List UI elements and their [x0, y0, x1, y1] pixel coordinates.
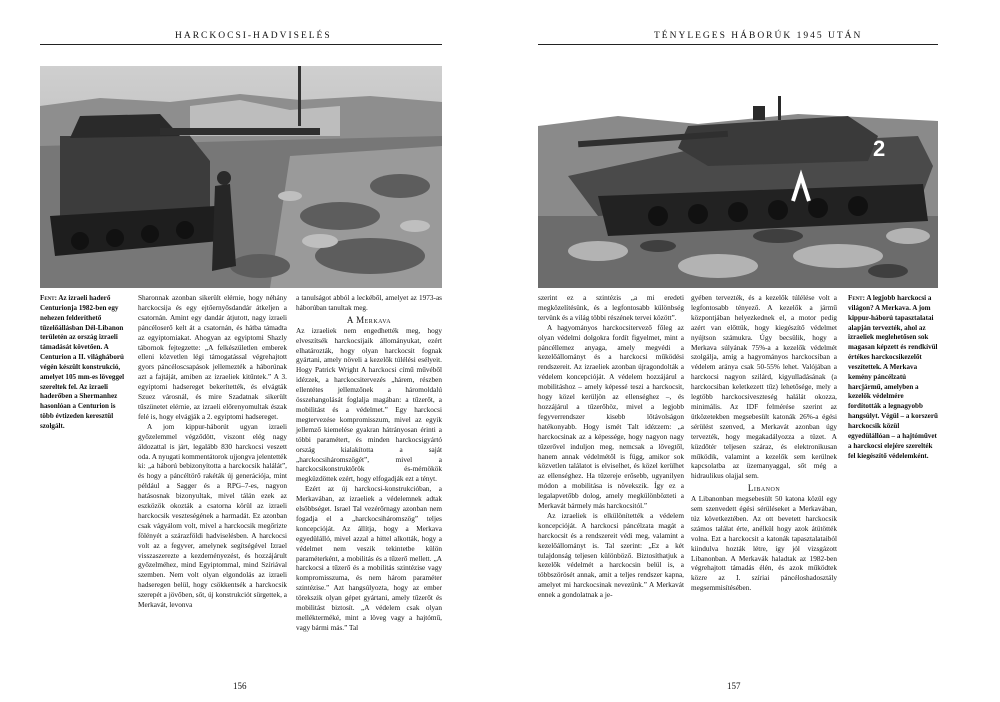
right-column-2 [691, 294, 837, 594]
caption-lead-left: Fent: [40, 294, 57, 302]
paragraph: gyében tervezték, és a kezelők túlélése volt a legfontosabb tényező. A kezelők a jármű központjában helyezkednek el, a motor pedig azért van előttük, hogy kiegészítő védelmet nyújtson számukra. Úgy becsülik, hogy a Merkava súlyának 75%-a a kezelők védelmét szolgálja, amíg a hagyományos harckocsiban a védelem aránya csak 50-55% lehet. Valójában a harckocsi nagyon szilárd, kigyulladásának (a harckocsiban keletkezett tűz) lehetősége, mely a legtöbb harckocsiveszteség halálát okozza, minimális. Az IDF felmérése szerint az ütközetekben megsebesült katonák 26%-a égési sérülést szenved, a Merkavát azonban úgy tervezték, hogy megakadályozza a tüzet. A küzdőtér teljesen száraz, és elektronikusan működik, valamint a kezelők sem kerülnek kapcsolatba az üzemanyaggal, sőt még a hidraulikus olajjal sem. [691, 294, 837, 481]
paragraph: a tanulságot abból a leckéből, amelyet az 1973-as háborúban tanultak meg. [296, 294, 442, 312]
centurion-tank-photo [40, 66, 442, 288]
section-heading-libanon: Libanon [747, 483, 781, 494]
caption-text-right: A legjobb harckocsi a világon? A Merkava. A jom kippur-háború tapasztalatai alapján tervezték, ahol az izraeliek meglehetősen sok magasan képzett és rendkívül értékes harckocsikezelőt veszítettek. A Merkava kemény páncélzatú harcjármű, amelyben a kezelők védelmére fordították a legnagyobb hangsúlyt. Végül – a korszerű harckocsik közül egyedülállóan – a hajtóművet a harckocsi elejére szerelték fel kiegészítő védelemként. [848, 294, 938, 460]
paragraph: Az izraeliek is elkülönítették a védelem koncepcióját. A harckocsi páncélzata magát a harckocsit és a rendszereit védi meg, valamint a kezelőállományt is. Tal szerint: „Ez a két tulajdonság teljesen különböző. Biztosíthatjuk a kezelők védelmét a harckocsin belül is, a többszörösét annak, amit a teljes rendszer kapna, amelyet mi harckocsinak nevezünk.” A Merkavát ennek a gondolatnak a je- [538, 511, 684, 600]
page-number-left: 156 [233, 681, 247, 691]
section-heading-merkava: A Merkava [346, 314, 392, 325]
merkava-tank-photo [538, 66, 938, 288]
left-column-1 [138, 294, 287, 611]
caption-text-left: Az izraeli haderő Centurionja 1982-ben egy nehezen felderíthető tűzelőállásban Dél-Libanon területén az ország izraeli támadását követően. A Centurion a II. világháború végén készült konstrukció, amelyet 105 mm-es löveggel szereltek fel. Az izraeli haderőben a Shermanhez hasonlóan a Centurion is több évtizeden keresztül szolgált. [40, 294, 125, 430]
right-page [500, 0, 1000, 702]
running-head-left: HARCKOCSI-HADVISELÉS [175, 31, 332, 41]
left-photo-caption [40, 294, 128, 432]
paragraph: A Libanonban megsebesült 50 katona közül egy sem szenvedett égési sérüléseket a Merkavában, túz következtében. Az ott bevetett harckocsik számos találat érte, anélkül hogy azok átütötték volna. Ezt a harckocsit a katonák tapasztalataiból kiindulva hozták létre, így jól vizsgázott Libanonban. A Merkavák haladtak az 1982-ben végrehajtott támadás élén, és azok működtek közre az I. szíriai páncéloshadosztály megsemmisítésében. [691, 495, 837, 593]
left-column-2 [296, 294, 442, 634]
running-head-right: TÉNYLEGES HÁBORÚK 1945 UTÁN [654, 31, 863, 41]
paragraph: szerint ez a szintézis „a mi eredeti megközelítésünk, és a legfontosabb különbség tervünk és a világ többi részének tervei között”. [538, 294, 684, 322]
right-photo-caption [848, 294, 938, 461]
paragraph: Sharonnak azonban sikerült elérnie, hogy néhány harckocsija és egy ejtőernyősdandár átkeljen a csatornán. Amint egy dandár átjutott, nagy izraeli páncéloserő kelt át a csatornán, és hátba támadta az egyiptomiakat. Ahogyan az egyiptomi Shazly tábornok fejtegzette: „A felkészületlen emberek elleni közvetlen légi támogatással végrehajtott gyors páncéloscsapások jellemezték a háborúnak azt a fajtáját, amiben az izraeliek kitűntek.” A 3. egyiptomi hadsereget bekerítették, és elvágták Szuez városnál, és mire Szadatnak sikerült tűszünetet elérnie, az izraeli előrenyomultak észak felé is, hogy elvágják a 2. egyiptomi hadsereget. [138, 294, 287, 421]
right-column-1 [538, 294, 684, 601]
header-rule-left [40, 44, 442, 45]
header-rule-right [538, 44, 938, 45]
svg-text:2: 2 [873, 136, 886, 161]
paragraph: Ezért az új harckocsi-konstrukcióban, a Merkavában, az izraeliek a védelemnek adtak elsőbbséget. Israel Tal vezérőrnagy azonban nem fogadja el a „harckocsiháromszög” teljes koncepcióját. Az állítja, hogy a Merkava egyedülálló, mivel azzal a hittel alkották, hogy a védelmet nem veszik tekintetbe külön paraméterként, a mobilitás és a tűzerő mellett. „A harckocsi a tűzerő és a mobilitás szintézise vagy kompromisszuma, és nem három paraméter szintézise.” Azt hangsúlyozta, hogy az ember törekszik olyan gépet gyártani, amely tűzerőt és mobilitást biztosít. „A védelem csak olyan mellékterméké, mint a löveg vagy a hajtómű, vagy bármi más.” Tal [296, 485, 442, 632]
page-number-right: 157 [727, 681, 741, 691]
paragraph: Az izraeliek nem engedhették meg, hogy elveszítsék harckocsijaik állományukat, ezért elhatározták, hogy olyan harckocsit fognak gyártani, amely növeli a kezelők túlélési esélyeit. Hogy Patrick Wright A harckocsi című művéből idézzek, a harckocsitervezés „hárem, részben ellentétes jellemzőnek a háromoldalú összehangolását foglalja magában: a tűzerőt, a mobilitást és a védelmet.” Egy harckocsi megtervezése kompromisszum, mivel az egyik jellemző kiemelése gyakran hátrányosan érinti a többi paramétert, és minden harckocsigyártó ország kialakította a saját „harckocsiháromszögét”, mivel a harckocsikonstruktőrök és-mérnökök megküzdöttek ezért, hogy elfogadják ezt a tényt. [296, 326, 442, 484]
caption-lead-right: Fent: [848, 294, 865, 302]
paragraph: A hagyományos harckocsitervező főleg az olyan védelmi dolgokra fordít figyelmet, mint a páncéllemez anyaga, amely megvédi a kezelőállományt és a harckocsi működési rendszereit. Az izraeliek azonban újragondolták a védelem koncepcióját. A védelem hozzájárul a mobilitáshoz – amely képessé teszi a harckocsit, hogy közel kerüljön az ellenséghez –, és hozzájárul a tűzerőhöz, mivel a legjobb fegyverrendszer kisebb lőtávolságon hatékonyabb. Hogy ismét Talt idézzem: „a harckocsinak az a képessége, hogy nagyon nagy tűzerővel induljon meg, nemcsak a lővegtől, hanem annak védelmétől is függ, amikor sok közvetlen találatot is elviselhet, és közel kerülhet az ellenséghez. Ha tűzereje erősebb, ugyanilyen módon a mobilitása is növekszik. Így ez a legalapvetőbb dolog, amely megkülönbözteti a Merkavát bármely más harckocsitól.” [538, 323, 684, 511]
paragraph: A jom kippur-háborút ugyan izraeli győzelemmel végződött, viszont elég nagy áldozattal is járt, legalább 830 harckocsi veszett oda. A nyugati kommentátorok ujjongva jelentették ki: „a háború bebizonyította a harckocsik halálát”, és hogy a páncéltörő rakéták új generációja, mint például a Sagger és a RPG–7-es, nagyon hatásosnak bizonyultak, mivel tálán ezek az eszközök okozták a csatorna körül az izraeli harckocsik veszteségének a harmadát. Ez azonban csak vágyálom volt, mivel a harckocsik megőrizte fölényét a szárazföldi hadviselésben. A harckocsi volt az a fegyver, amelynek segítségével Izrael visszaszerezte a kezdeményezést, és hozzájárult győzelméhez, mind Egyiptommal, mind Szíriával szemben. Nem volt olyan elgondolás az izraeli hadseregen belül, hogy csökkentsék a harckocsik szerepét a jövőben, sőt, új konstrukciót sürgettek, a Merkavát, levonva [138, 422, 287, 610]
